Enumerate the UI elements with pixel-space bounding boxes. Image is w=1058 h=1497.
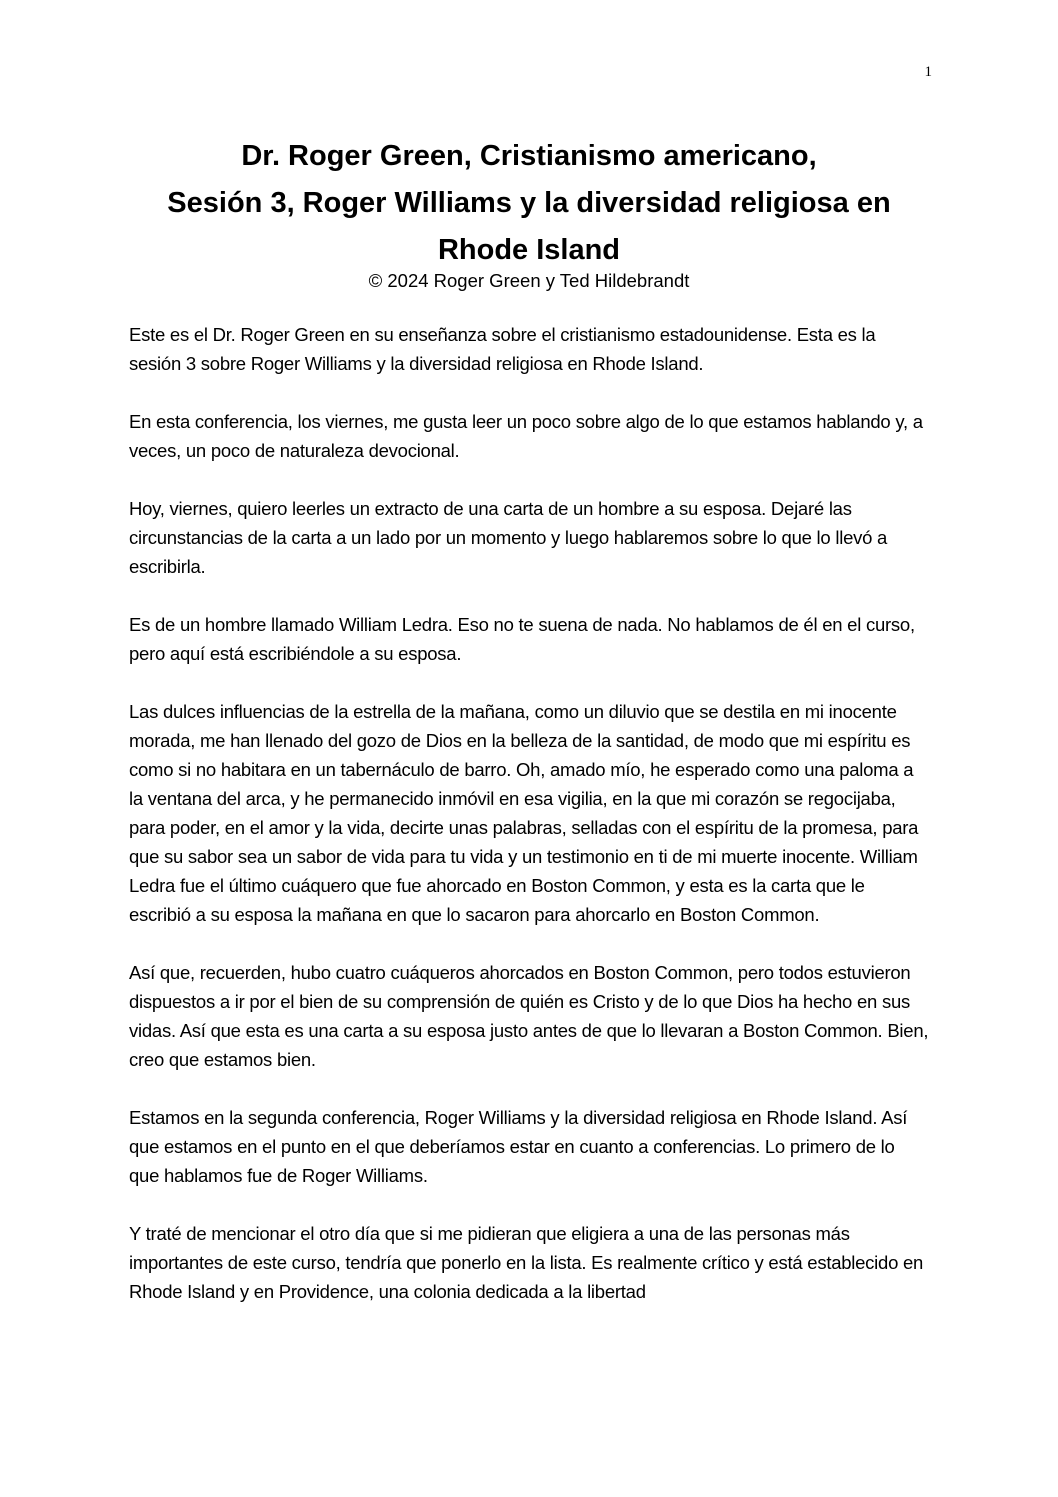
document-body [129,320,929,1335]
title-line: Dr. Roger Green, Cristianismo americano, [241,140,817,172]
paragraph: En esta conferencia, los viernes, me gusta leer un poco sobre algo de lo que estamos hablando y, a veces, un poco de naturaleza devocional. [129,411,923,461]
paragraph: Las dulces influencias de la estrella de la mañana, como un diluvio que se destila en mi inocente morada, me han llenado del gozo de Dios en la belleza de la santidad, de modo que mi espíritu es como si no habitara en un tabernáculo de barro. Oh, amado mío, he esperado como una paloma a la ventana del arca, y he permanecido inmóvil en esa vigilia, en la que mi corazón se regocijaba, para poder, en el amor y la vida, decirte unas palabras, selladas con el espíritu de la promesa, para que su sabor sea un sabor de vida para tu vida y un testimonio en ti de mi muerte inocente. William Ledra fue el último cuáquero que fue ahorcado en Boston Common, y esta es la carta que le escribió a su esposa la mañana en que lo sacaron para ahorcarlo en Boston Common. [129,701,919,925]
title-line: Rhode Island [437,234,621,266]
paragraph: Así que, recuerden, hubo cuatro cuáqueros ahorcados en Boston Common, pero todos estuvieron dispuestos a ir por el bien de su comprensión de quién es Cristo y de lo que Dios ha hecho en sus vidas. Así que esta es una carta a su esposa justo antes de que lo llevaran a Boston Common. Bien, creo que estamos bien. [129,962,929,1070]
document-title [100,133,958,274]
copyright-notice: © 2024 Roger Green y Ted Hildebrandt [368,270,690,291]
paragraph: Estamos en la segunda conferencia, Roger Williams y la diversidad religiosa en Rhode Island. Así que estamos en el punto en el que deberíamos estar en cuanto a conferencias. Lo primero de lo que hablamos fue de Roger Williams. [129,1107,908,1186]
page-number: 1 [924,64,932,80]
paragraph: Hoy, viernes, quiero leerles un extracto de una carta de un hombre a su esposa. Dejaré las circunstancias de la carta a un lado por un momento y luego hablaremos sobre lo que lo llevó a escribirla. [129,498,888,577]
paragraph: Y traté de mencionar el otro día que si me pidieran que eligiera a una de las personas más importantes de este curso, tendría que ponerlo en la lista. Es realmente crítico y está establecido en Rhode Island y en Providence, una colonia dedicada a la libertad [129,1223,924,1302]
paragraph: Es de un hombre llamado William Ledra. Eso no te suena de nada. No hablamos de él en el curso, pero aquí está escribiéndole a su esposa. [129,614,915,664]
title-line: Sesión 3, Roger Williams y la diversidad religiosa en [167,187,891,219]
paragraph: Este es el Dr. Roger Green en su enseñanza sobre el cristianismo estadounidense. Esta es la sesión 3 sobre Roger Williams y la diversidad religiosa en Rhode Island. [129,324,876,374]
